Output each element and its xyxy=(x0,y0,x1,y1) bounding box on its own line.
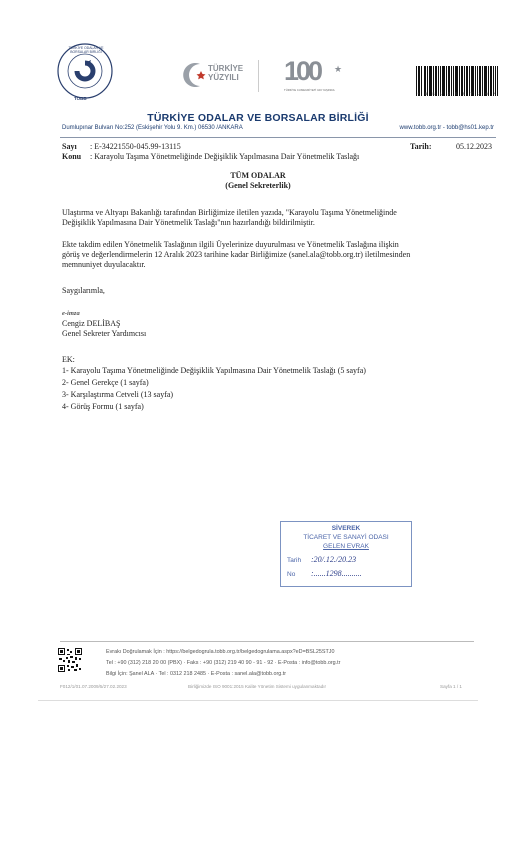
qr-code xyxy=(58,648,82,672)
konu-row xyxy=(62,152,81,161)
barcode xyxy=(416,66,498,96)
attachment-item: 4- Görüş Formu (1 sayfa) xyxy=(62,402,144,411)
stamp-no-label: No xyxy=(287,571,296,578)
attachment-item: 3- Karşılaştırma Cetveli (13 sayfa) xyxy=(62,390,174,399)
sayi-row xyxy=(62,142,77,151)
tobb-abbr: TOBB xyxy=(74,96,87,101)
barcode-number: * B S L 2 5 S T J 0 * xyxy=(417,93,497,97)
stamp-line3: GELEN EVRAK xyxy=(323,543,369,550)
tarih-value: 05.12.2023 xyxy=(456,142,492,151)
body-p1-line1: Ulaştırma ve Altyapı Bakanlığı tarafından Birliğimize iletilen yazıda, "Karayolu Taşıma Yönetmeliğinde xyxy=(62,208,397,217)
addressee-line2: (Genel Sekreterlik) xyxy=(225,181,291,190)
attachment-item: 2- Genel Gerekçe (1 sayfa) xyxy=(62,378,149,387)
konu-value: : Karayolu Taşıma Yönetmeliğinde Değişiklik Yapılmasına Dair Yönetmelik Taslağı xyxy=(90,152,360,161)
logo-divider xyxy=(258,60,259,92)
footer-phone: Tel : +90 (312) 218 20 00 (PBX) · Faks : +90 (312) 219 40 90 - 91 - 92 · E-Posta : info@tobb.org.tr xyxy=(106,660,341,666)
stamp-line1: SİVEREK xyxy=(331,525,361,532)
footer-page: Sayfa 1 / 1 xyxy=(440,684,462,689)
stamp-line2: TİCARET VE SANAYİ ODASI xyxy=(303,534,389,541)
org-address: Dumlupınar Bulvarı No:252 (Eskişehir Yolu 9. Km.) 06530 /ANKARA xyxy=(62,125,243,131)
signer-title: Genel Sekreter Yardımcısı xyxy=(62,329,147,338)
addressee-line1: TÜM ODALAR xyxy=(230,171,286,180)
turkiye-line1: TÜRKİYE xyxy=(208,64,244,73)
org-title: TÜRKİYE ODALAR VE BORSALAR BİRLİĞİ xyxy=(147,112,369,124)
attachments-label: EK: xyxy=(62,355,75,364)
footer-rule xyxy=(60,641,474,642)
incoming-stamp xyxy=(280,521,412,587)
centennial-caption: TÜRKİYE CUMHURİYETİ 100 YAŞINDA xyxy=(284,88,335,92)
turkiye-line2: YÜZYILI xyxy=(208,73,239,82)
stamp-tarih-value: :20/.12./20.23 xyxy=(311,555,357,564)
body-p2-line2: görüş ve değerlendirmelerin 12 Aralık 2023 tarihine kadar Birliğimize (sanel.ala@tobb.org.tr) iletilmesinden xyxy=(62,250,411,259)
turkiye-yuzyili-logo xyxy=(208,64,243,82)
footer-contact: Bilgi İçin: Şanel ALA · Tel : 0312 218 2485 · E-Posta : sanel.ala@tobb.org.tr xyxy=(106,671,287,677)
konu-label: Konu xyxy=(62,152,82,161)
e-imza-mark: e-imza xyxy=(62,310,80,317)
star-icon: ★ xyxy=(334,64,343,74)
footer-iso: Birliğimizde ISO 9001:2015 Kalite Yönetim Sistemi uygulanmaktadır xyxy=(188,684,327,689)
body-p1-line2: Değişiklik Yapılmasına Dair Yönetmelik Taslağı"nın hazırlandığı bildirilmiştir. xyxy=(62,218,315,227)
body-p2-line1: Ekte takdim edilen Yönetmelik Taslağının ilgili Üyelerinize duyurulması ve Yönetmelik Taslağına ilişkin xyxy=(62,240,399,249)
footer-form-code: F012/1/01.07.2009/5/27.02.2023 xyxy=(60,684,127,689)
stamp-no-value: :......1298.......... xyxy=(311,569,362,578)
footer-verify: Evrakı Doğrulamak İçin : https://belgedogrula.tobb.org.tr/belgedogrulama.aspx?eD=BSL25STJ0 xyxy=(106,649,335,655)
tarih-label: Tarih: xyxy=(410,142,432,151)
org-contact: www.tobb.org.tr - tobb@hs01.kep.tr xyxy=(399,125,494,131)
page-edge-rule xyxy=(38,700,478,701)
body-p2-line3: memnuniyet duyulacaktır. xyxy=(62,260,146,269)
signer-name: Cengiz DELİBAŞ xyxy=(62,319,121,328)
turkiye-emblem xyxy=(180,60,208,90)
attachment-item: 1- Karayolu Taşıma Yönetmeliğinde Değişiklik Yapılmasına Dair Yönetmelik Taslağı (5 sayfa) xyxy=(62,366,366,375)
sayi-value: : E-34221550-045.99-13115 xyxy=(90,142,181,151)
tobb-ring-text: TÜRKİYE ODALAR VE BORSALAR BİRLİĞİ xyxy=(68,46,104,54)
closing: Saygılarımla, xyxy=(62,286,105,295)
stamp-tarih-label: Tarih xyxy=(287,557,302,564)
centennial-number: 100 xyxy=(284,56,321,86)
sayi-label: Sayı xyxy=(62,142,77,151)
